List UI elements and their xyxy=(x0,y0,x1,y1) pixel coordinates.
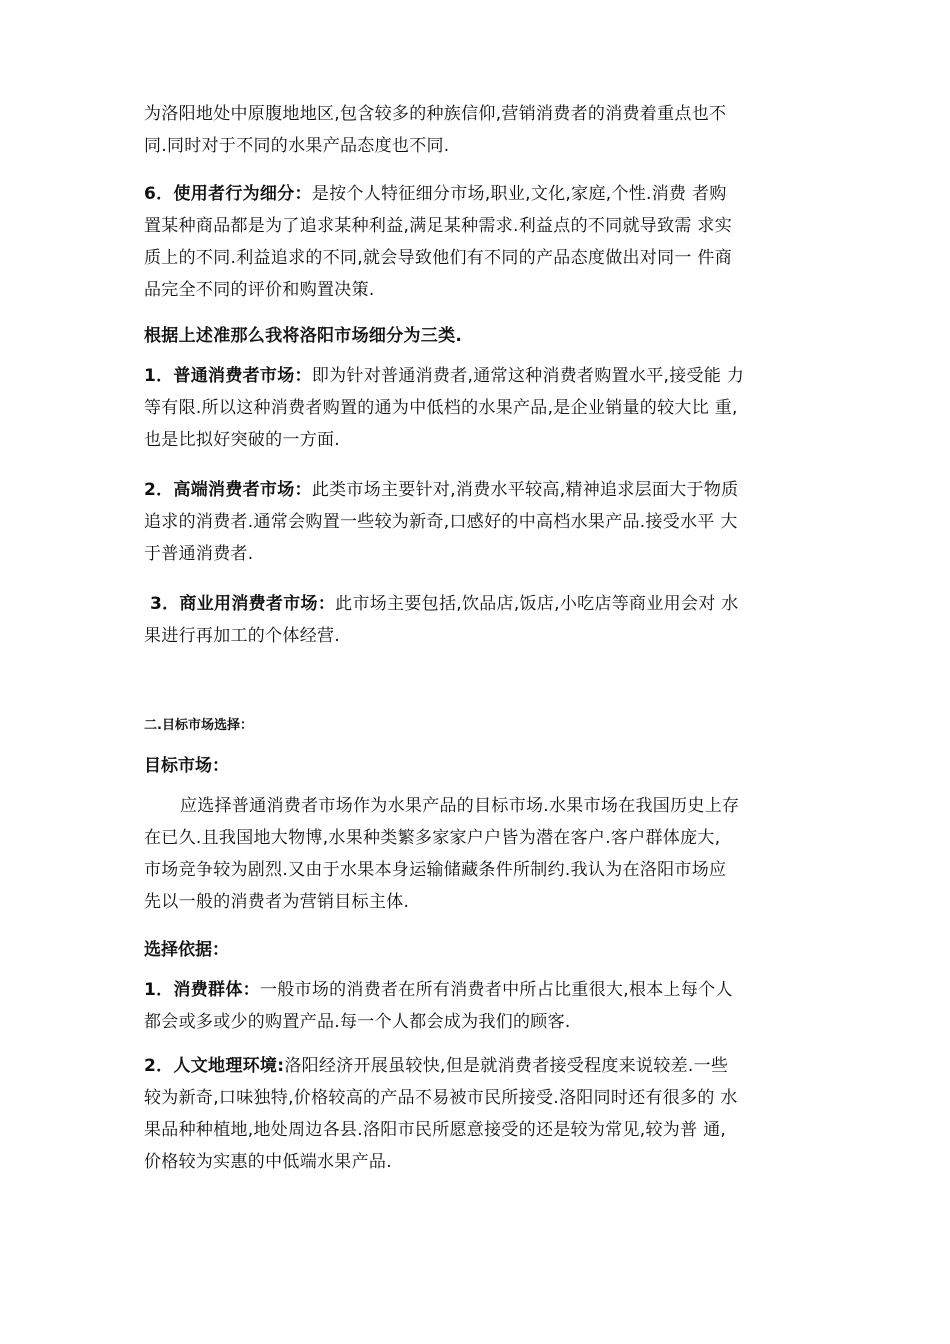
target-line: 市场竞争较为剧烈.又由于水果本身运输储藏条件所制约.我认为在洛阳市场应 xyxy=(144,860,727,880)
segment2-paragraph xyxy=(144,474,824,570)
item6-text: 是按个人特征细分市场,职业,文化,家庭,个性.消费 者购 xyxy=(311,184,727,204)
target-line: 先以一般的消费者为营销目标主体. xyxy=(144,892,410,912)
basis-item1-text: 一般市场的消费者在所有消费者中所占比重很大,根本上每个人 xyxy=(259,980,733,1000)
segment3-line: 果进行再加工的个体经营. xyxy=(144,626,341,646)
segment1-paragraph xyxy=(144,360,824,456)
target-line: 应选择普通消费者市场作为水果产品的目标市场.水果市场在我国历史上存 xyxy=(180,796,740,816)
item6-line: 置某种商品都是为了追求某种利益,满足某种需求.利益点的不同就导致需 求实 xyxy=(144,216,733,236)
section-heading: 二.目标市场选择： xyxy=(144,718,253,733)
item6-label: 6．使用者行为细分： xyxy=(144,184,312,204)
segment1-label: 1．普通消费者市场： xyxy=(144,366,312,386)
intro-line: 同.同时对于不同的水果产品态度也不同. xyxy=(144,136,450,156)
item6-line: 品完全不同的评价和购置决策. xyxy=(144,280,375,300)
item6-paragraph xyxy=(144,178,824,306)
basis-heading: 选择依据： xyxy=(144,940,229,960)
segment2-line: 追求的消费者.通常会购置一些较为新奇,口感好的中高档水果产品.接受水平 大 xyxy=(144,512,738,532)
intro-line: 为洛阳地处中原腹地地区,包含较多的种族信仰,营销消费者的消费着重点也不 xyxy=(144,104,727,124)
basis-item1-line: 都会或多或少的购置产品.每一个人都会成为我们的顾客. xyxy=(144,1012,571,1032)
segment2-label: 2．高端消费者市场： xyxy=(144,480,312,500)
segment3-text: 此市场主要包括,饮品店,饭店,小吃店等商业用会对 水 xyxy=(335,594,739,614)
basis-item2-line: 果品种种植地,地处周边各县.洛阳市民所愿意接受的还是较为常见,较为普 通, xyxy=(144,1120,727,1140)
target-market-paragraph xyxy=(144,790,824,918)
item6-line: 质上的不同.利益追求的不同,就会导致他们有不同的产品态度做出对同一 件商 xyxy=(144,248,733,268)
segment1-text: 即为针对普通消费者,通常这种消费者购置水平,接受能 力 xyxy=(311,366,745,386)
basis-item2-line: 较为新奇,口味独特,价格较高的产品不易被市民所接受.洛阳同时还有很多的 水 xyxy=(144,1088,738,1108)
segment2-line: 于普通消费者. xyxy=(144,544,254,564)
basis-item2-text: 洛阳经济开展虽较快,但是就消费者接受程度来说较差.一些 xyxy=(284,1056,729,1076)
segment3-label: 3．商业用消费者市场： xyxy=(150,594,336,614)
segment3-paragraph xyxy=(144,588,824,652)
target-market-heading: 目标市场： xyxy=(144,756,229,776)
target-line: 在已久.且我国地大物博,水果种类繁多家家户户皆为潜在客户.客户群体庞大, xyxy=(144,828,721,848)
basis-item1-label: 1．消费群体： xyxy=(144,980,260,1000)
summary-line: 根据上述准那么我将洛阳市场细分为三类. xyxy=(144,326,463,346)
segment2-text: 此类市场主要针对,消费水平较高,精神追求层面大于物质 xyxy=(311,480,739,500)
basis-item2-line: 价格较为实惠的中低端水果产品. xyxy=(144,1152,392,1172)
intro-paragraph xyxy=(144,98,824,162)
basis-item2-label: 2．人文地理环境: xyxy=(144,1056,285,1076)
basis-item2-paragraph xyxy=(144,1050,824,1178)
basis-item1-paragraph xyxy=(144,974,824,1038)
segment1-line: 等有限.所以这种消费者购置的通为中低档的水果产品,是企业销量的较大比 重, xyxy=(144,398,738,418)
segment1-line: 也是比拟好突破的一方面. xyxy=(144,430,341,450)
